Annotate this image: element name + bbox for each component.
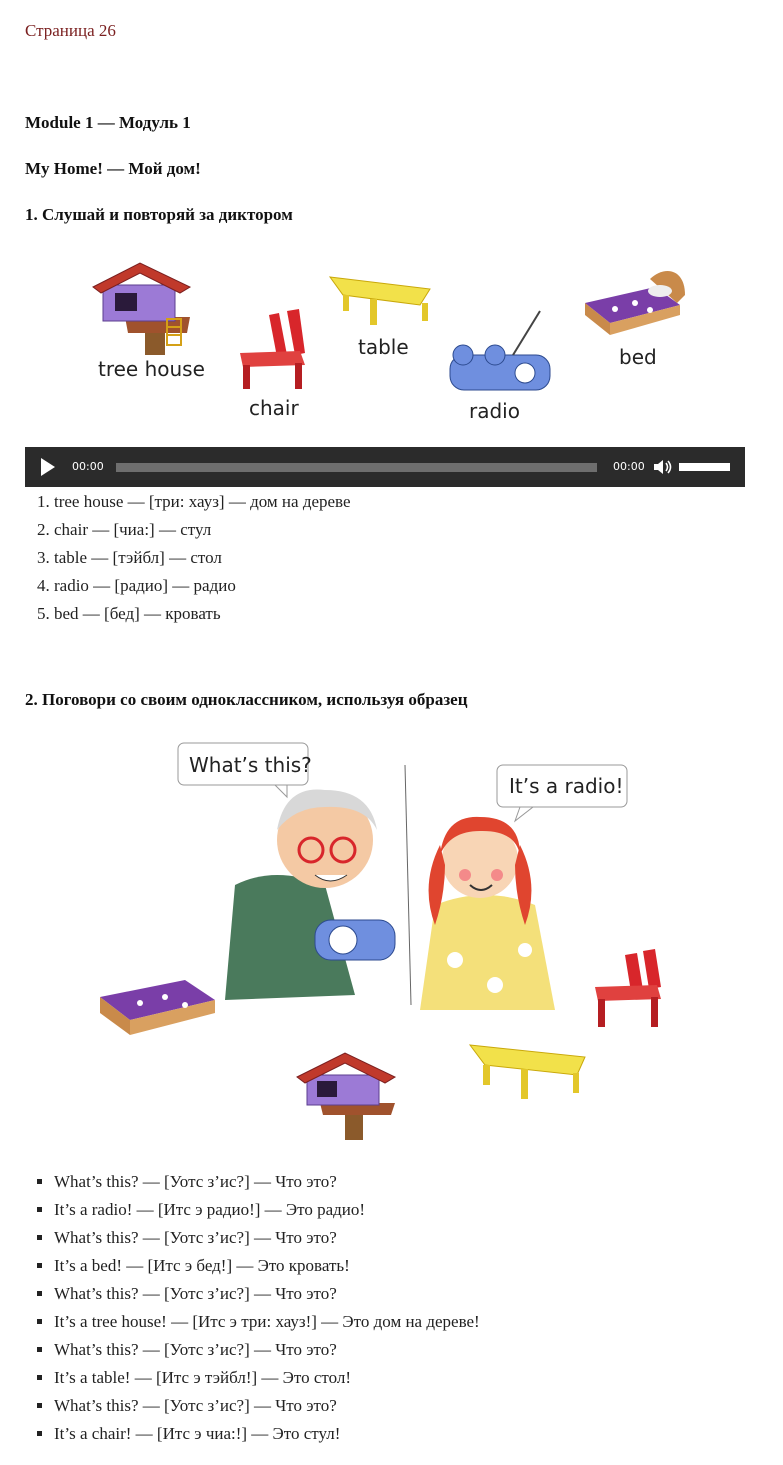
exercise1-title: 1. Слушай и повторяй за диктором (25, 205, 293, 224)
chair-picture (240, 309, 305, 420)
module-title: Module 1 — Модуль 1 (25, 113, 191, 132)
list-item: ▪ It’s a chair! — [Итс э чиа:!] — Это стул! (54, 1420, 754, 1448)
list-item: ▪ It’s a radio! — [Итс э радио!] — Это радио! (54, 1196, 754, 1224)
speech-bubble-left (178, 743, 312, 797)
list-item: ▪ It’s a bed! — [Итс э бед!] — Это кровать! (54, 1252, 754, 1280)
list-item: 4. radio — [радио] — радио (54, 572, 754, 600)
label-chair: chair (249, 396, 299, 420)
list-item: ▪ It’s a table! — [Итс э тэйбл!] — Это стол! (54, 1364, 754, 1392)
table-picture-small (470, 1045, 585, 1099)
chair-picture-small (595, 949, 661, 1027)
vocabulary-illustration (25, 255, 745, 430)
progress-bar[interactable] (116, 463, 597, 472)
dialogue-illustration (25, 735, 745, 1150)
current-time: 00:00 (72, 460, 104, 473)
list-item: ▪ What’s this? — [Уотс з’ис?] — Что это? (54, 1168, 754, 1196)
grandfather-figure (225, 790, 395, 1001)
label-bed: bed (619, 345, 657, 369)
radio-picture (450, 311, 550, 423)
bed-picture-small (100, 980, 215, 1035)
exercise2-title: 2. Поговори со своим одноклассником, используя образец (25, 690, 468, 709)
volume-icon[interactable] (653, 458, 673, 476)
volume-slider[interactable] (679, 463, 730, 471)
list-item: ▪ What’s this? — [Уотс з’ис?] — Что это? (54, 1392, 754, 1420)
vocabulary-list (25, 488, 754, 628)
label-radio: radio (469, 399, 520, 423)
list-item: 1. tree house — [три: хауз] — дом на дереве (54, 488, 754, 516)
section-title: My Home! — Мой дом! (25, 159, 201, 178)
girl-figure (420, 817, 555, 1010)
page-link[interactable]: Страница 26 (25, 21, 116, 40)
label-tree-house: tree house (98, 357, 205, 381)
tree-house-picture (93, 263, 205, 381)
tree-house-picture-small (297, 1053, 395, 1140)
list-item: ▪ What’s this? — [Уотс з’ис?] — Что это? (54, 1280, 754, 1308)
bubble-text-left: What’s this? (189, 753, 312, 777)
list-item: 5. bed — [бед] — кровать (54, 600, 754, 628)
list-item: ▪ What’s this? — [Уотс з’ис?] — Что это? (54, 1224, 754, 1252)
list-item: ▪ What’s this? — [Уотс з’ис?] — Что это? (54, 1336, 754, 1364)
bed-picture (585, 271, 685, 369)
label-table: table (358, 335, 409, 359)
list-item: ▪ It’s a tree house! — [Итс э три: хауз!] — Это дом на дереве! (54, 1308, 754, 1336)
list-item: 2. chair — [чиа:] — стул (54, 516, 754, 544)
play-icon[interactable] (41, 458, 55, 476)
speech-bubble-right (497, 765, 627, 821)
dialogue-list (25, 1168, 754, 1448)
audio-player (25, 447, 745, 487)
bubble-text-right: It’s a radio! (509, 774, 624, 798)
duration: 00:00 (613, 460, 645, 473)
list-item: 3. table — [тэйбл] — стол (54, 544, 754, 572)
table-picture (330, 277, 430, 359)
